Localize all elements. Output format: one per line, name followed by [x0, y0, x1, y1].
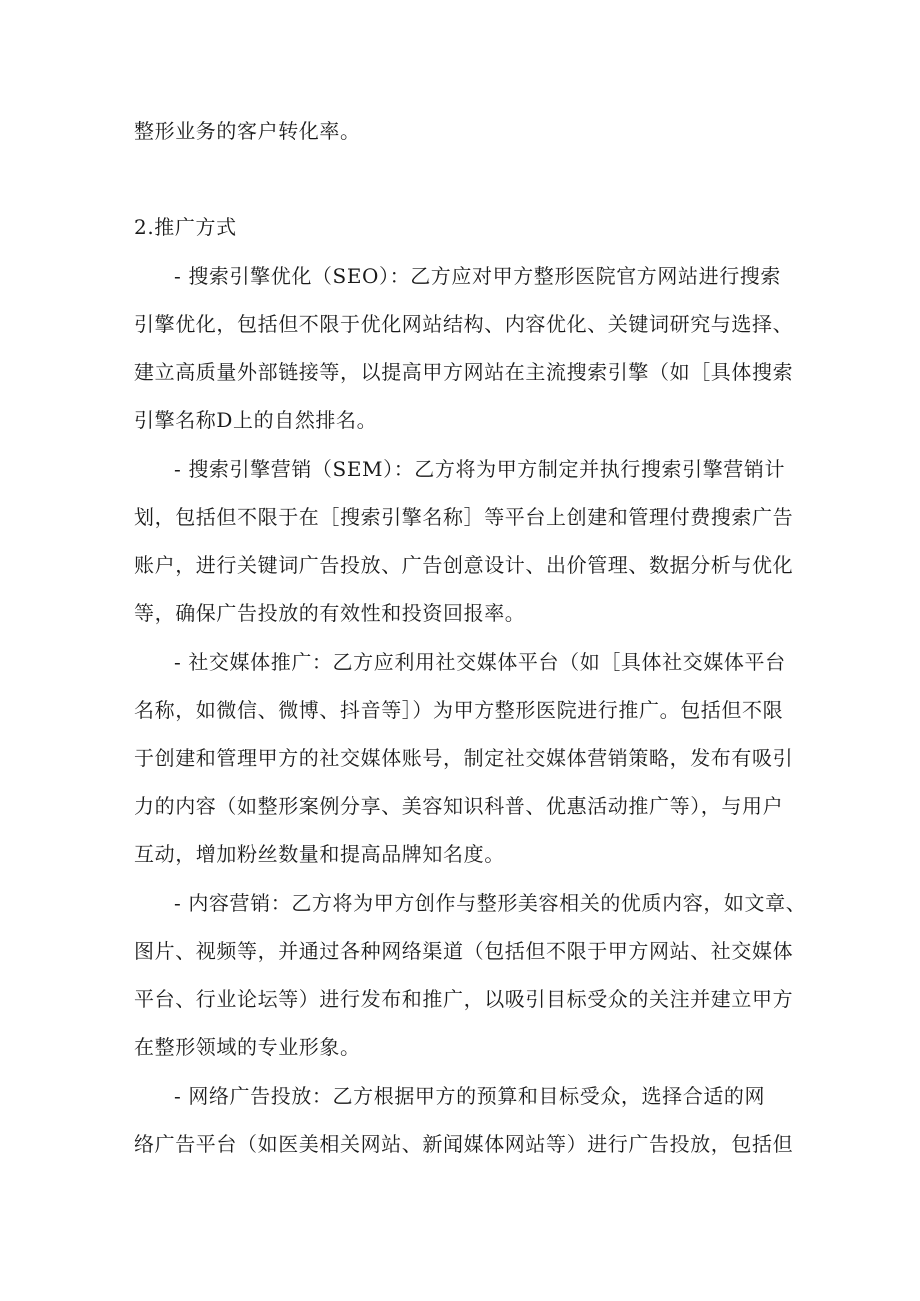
- text-line: 于创建和管理甲方的社交媒体账号，制定社交媒体营销策略，发布有吸引: [134, 746, 794, 770]
- text-line: 建立高质量外部链接等，以提高甲方网站在主流搜索引擎（如［具体搜索: [134, 360, 794, 384]
- text-line: 在整形领域的专业形象。: [134, 1035, 361, 1059]
- text-line: 账户，进行关键词广告投放、广告创意设计、出价管理、数据分析与优化: [134, 553, 794, 577]
- text-line: 名称，如微信、微博、抖音等］）为甲方整形医院进行推广。包括但不限: [134, 698, 784, 722]
- text-line: - 搜索引擎优化（SEO）：乙方应对甲方整形医院官方网站进行搜索: [174, 264, 782, 288]
- text-line: 图片、视频等，并通过各种网络渠道（包括但不限于甲方网站、社交媒体: [134, 939, 794, 963]
- text-line: 划，包括但不限于在［搜索引擎名称］等平台上创建和管理付费搜索广告: [134, 505, 794, 529]
- text-line: - 社交媒体推广：乙方应利用社交媒体平台（如［具体社交媒体平台: [174, 650, 786, 674]
- text-line: - 内容营销：乙方将为甲方创作与整形美容相关的优质内容，如文章、: [174, 891, 807, 915]
- text-line: 力的内容（如整形案例分享、美容知识科普、优惠活动推广等），与用户: [134, 794, 784, 818]
- text-line: - 网络广告投放：乙方根据甲方的预算和目标受众，选择合适的网: [174, 1084, 766, 1108]
- text-line: - 搜索引擎营销（SEM）：乙方将为甲方制定并执行搜索引擎营销计: [174, 457, 786, 481]
- text-line: 互动，增加粉丝数量和提高品牌知名度。: [134, 842, 505, 866]
- section-heading: 2.推广方式: [134, 215, 237, 239]
- text-line: 引擎名称D上的自然排名。: [134, 408, 378, 432]
- text-line: 引擎优化，包括但不限于优化网站结构、内容优化、关键词研究与选择、: [134, 312, 794, 336]
- text-line: 整形业务的客户转化率。: [134, 119, 361, 143]
- text-line: 络广告平台（如医美相关网站、新闻媒体网站等）进行广告投放，包括但: [134, 1132, 794, 1156]
- text-line: 等，确保广告投放的有效性和投资回报率。: [134, 601, 526, 625]
- text-line: 平台、行业论坛等）进行发布和推广，以吸引目标受众的关注并建立甲方: [134, 987, 794, 1011]
